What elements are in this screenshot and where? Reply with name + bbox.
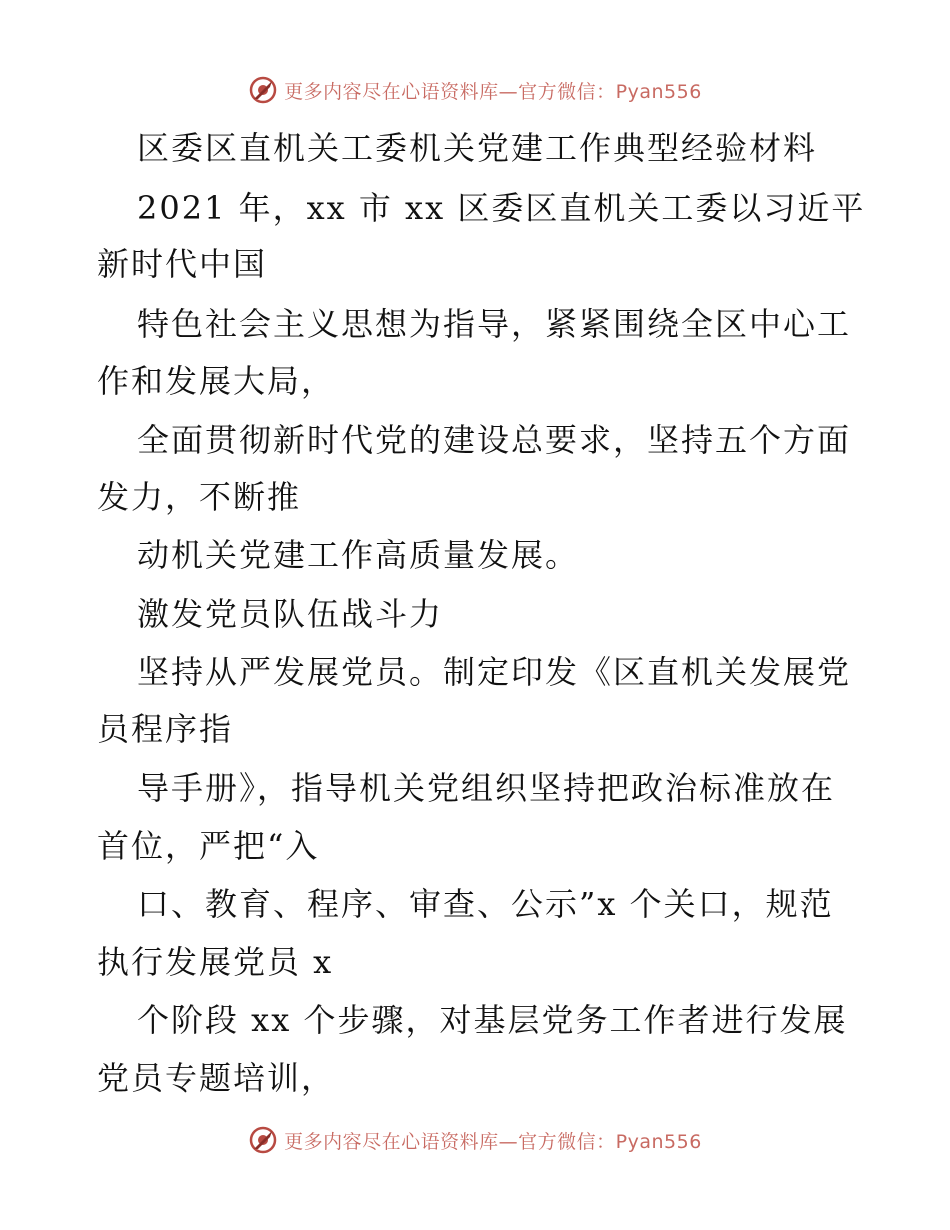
quill-seal-icon: [248, 1125, 278, 1155]
paragraph-line: 党员专题培训，: [97, 1059, 336, 1097]
paragraph-line: 执行发展党员 x: [97, 943, 334, 981]
paragraph-line: 发力，不断推: [97, 478, 302, 516]
section-heading: 激发党员队伍战斗力: [137, 595, 444, 633]
paragraph-line: 全面贯彻新时代党的建设总要求，坚持五个方面: [137, 421, 852, 459]
paragraph-line: 2021 年，xx 市 xx 区委区直机关工委以习近平: [137, 189, 866, 227]
paragraph-line: 首位，严把“入: [97, 827, 320, 865]
paragraph-line: 新时代中国: [97, 245, 268, 283]
paragraph-line: 特色社会主义思想为指导，紧紧围绕全区中心工: [137, 305, 852, 343]
quill-seal-icon: [248, 75, 278, 105]
document-title: 区委区直机关工委机关党建工作典型经验材料: [137, 129, 818, 167]
footer-watermark-banner: [0, 1122, 950, 1158]
paragraph-line: 导手册》，指导机关党组织坚持把政治标准放在: [137, 769, 836, 807]
header-watermark-banner: [0, 72, 950, 108]
paragraph-line: 员程序指: [97, 710, 234, 748]
paragraph-line: 个阶段 xx 个步骤，对基层党务工作者进行发展: [137, 1001, 848, 1039]
paragraph-line: 坚持从严发展党员。制定印发《区直机关发展党: [137, 653, 852, 691]
paragraph-line: 口、教育、程序、审查、公示”x 个关口，规范: [137, 885, 834, 923]
watermark-text: 更多内容尽在心语资料库—官方微信：Pyan556: [284, 1130, 702, 1153]
paragraph-line: 动机关党建工作高质量发展。: [137, 536, 580, 574]
watermark-text: 更多内容尽在心语资料库—官方微信：Pyan556: [284, 80, 702, 103]
paragraph-line: 作和发展大局，: [97, 362, 336, 400]
